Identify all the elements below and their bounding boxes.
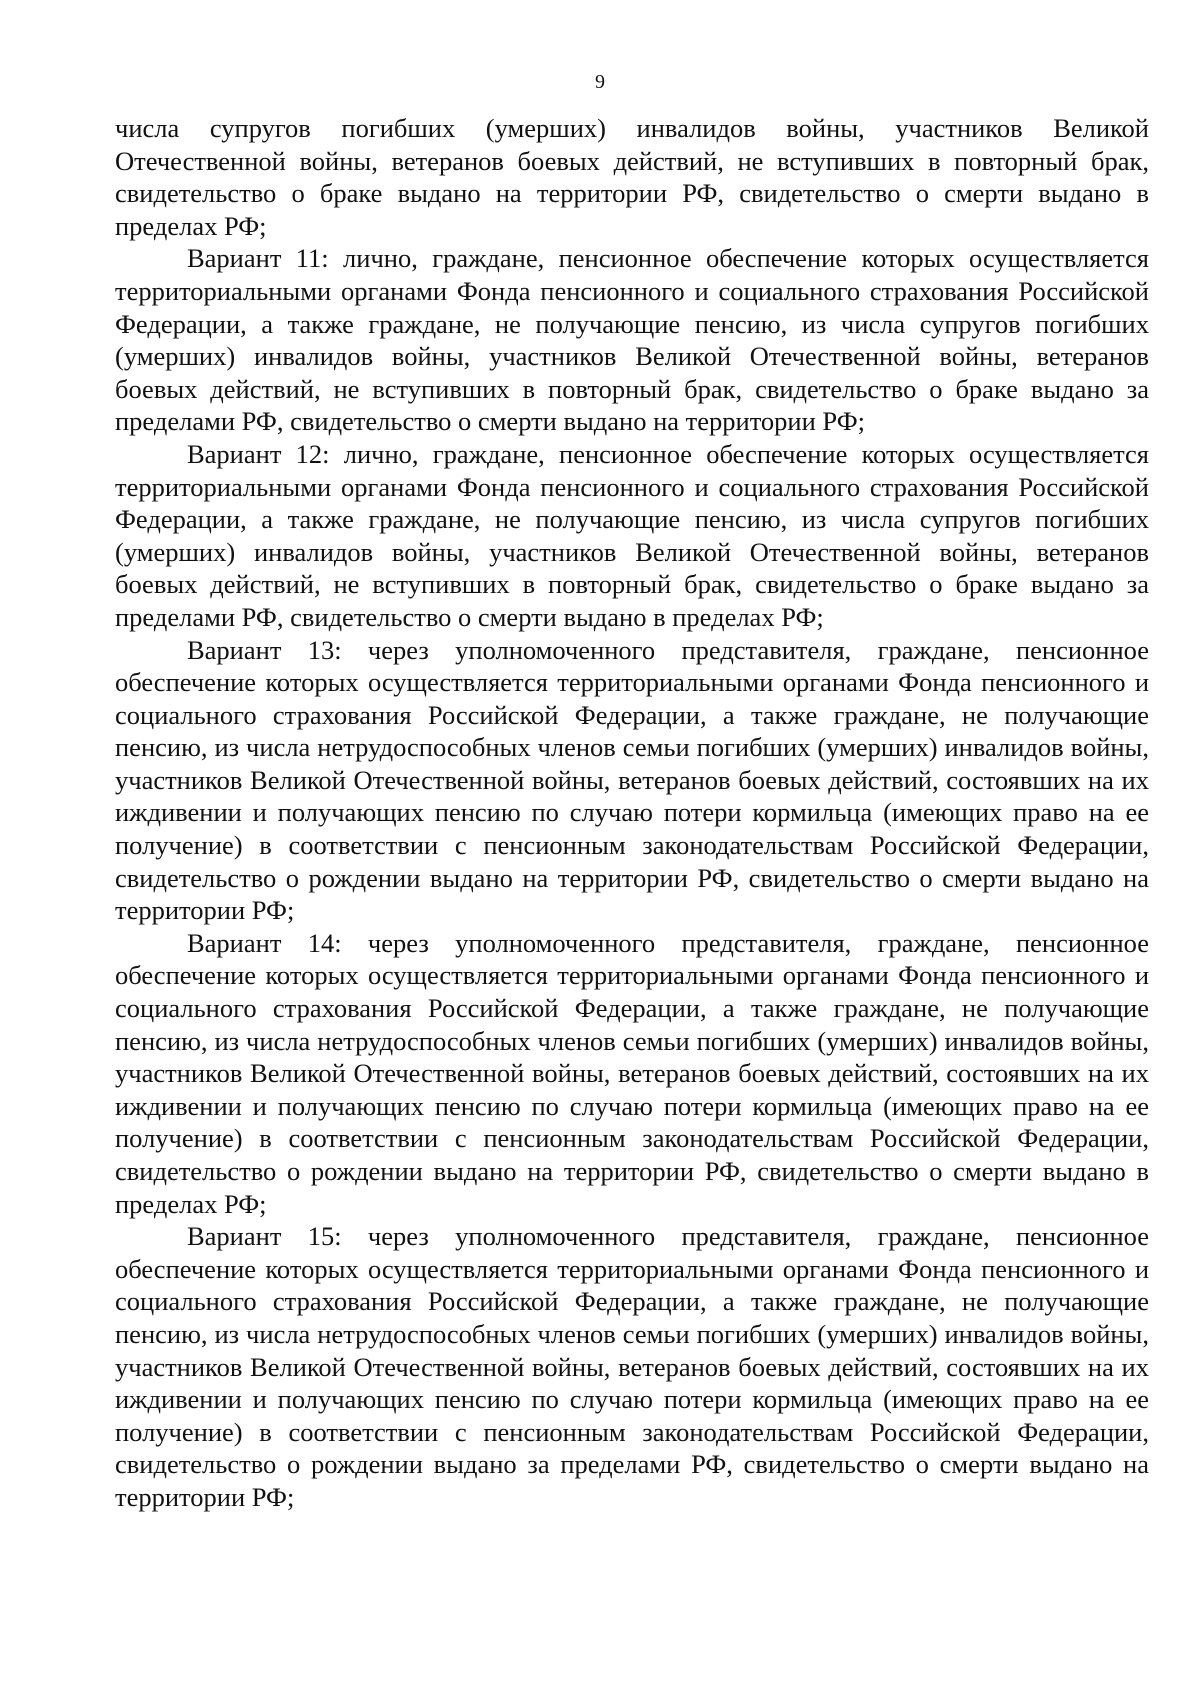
paragraph-variant-14: Вариант 14: через уполномоченного представителя, граждане, пенсионное обеспечение которых осуществляется территориальными органами Фонда пенсионного и социального страхования Российской Федерации, а также граждане, не получающие пенсию, из числа нетрудоспособных членов семьи погибших (умерших) инвалидов войны, участников Великой Отечественной войны, ветеранов боевых действий, состоявших на их иждивении и получающих пенсию по случаю потери кормильца (имеющих право на ее получение) в соответствии с пенсионным законодательствам Российской Федерации, свидетельство о рождении выдано на территории РФ, свидетельство о смерти выдано в пределах РФ; [115,927,1149,1219]
paragraph-variant-11: Вариант 11: лично, граждане, пенсионное обеспечение которых осуществляется территориальными органами Фонда пенсионного и социального страхования Российской Федерации, а также граждане, не получающие пенсию, из числа супругов погибших (умерших) инвалидов войны, участников Великой Отечественной войны, ветеранов боевых действий, не вступивших в повторный брак, свидетельство о браке выдано за пределами РФ, свидетельство о смерти выдано на территории РФ; [115,243,1149,437]
paragraph-variant-12: Вариант 12: лично, граждане, пенсионное обеспечение которых осуществляется территориальными органами Фонда пенсионного и социального страхования Российской Федерации, а также граждане, не получающие пенсию, из числа супругов погибших (умерших) инвалидов войны, участников Великой Отечественной войны, ветеранов боевых действий, не вступивших в повторный брак, свидетельство о браке выдано за пределами РФ, свидетельство о смерти выдано в пределах РФ; [115,438,1149,632]
paragraph-variant-15: Вариант 15: через уполномоченного представителя, граждане, пенсионное обеспечение которых осуществляется территориальными органами Фонда пенсионного и социального страхования Российской Федерации, а также граждане, не получающие пенсию, из числа нетрудоспособных членов семьи погибших (умерших) инвалидов войны, участников Великой Отечественной войны, ветеранов боевых действий, состоявших на их иждивении и получающих пенсию по случаю потери кормильца (имеющих право на ее получение) в соответствии с пенсионным законодательствам Российской Федерации, свидетельство о рождении выдано за пределами РФ, свидетельство о смерти выдано на территории РФ; [115,1221,1149,1512]
page-number: 9 [595,71,605,93]
document-body [115,112,1149,1514]
paragraph-variant-13: Вариант 13: через уполномоченного представителя, граждане, пенсионное обеспечение которых осуществляется территориальными органами Фонда пенсионного и социального страхования Российской Федерации, а также граждане, не получающие пенсию, из числа нетрудоспособных членов семьи погибших (умерших) инвалидов войны, участников Великой Отечественной войны, ветеранов боевых действий, состоявших на их иждивении и получающих пенсию по случаю потери кормильца (имеющих право на ее получение) в соответствии с пенсионным законодательствам Российской Федерации, свидетельство о рождении выдано на территории РФ, свидетельство о смерти выдано на территории РФ; [115,634,1149,926]
paragraph-continuation: числа супругов погибших (умерших) инвалидов войны, участников Великой Отечественной войны, ветеранов боевых действий, не вступивших в повторный брак, свидетельство о браке выдано на территории РФ, свидетельство о смерти выдано в пределах РФ; [115,113,1149,241]
